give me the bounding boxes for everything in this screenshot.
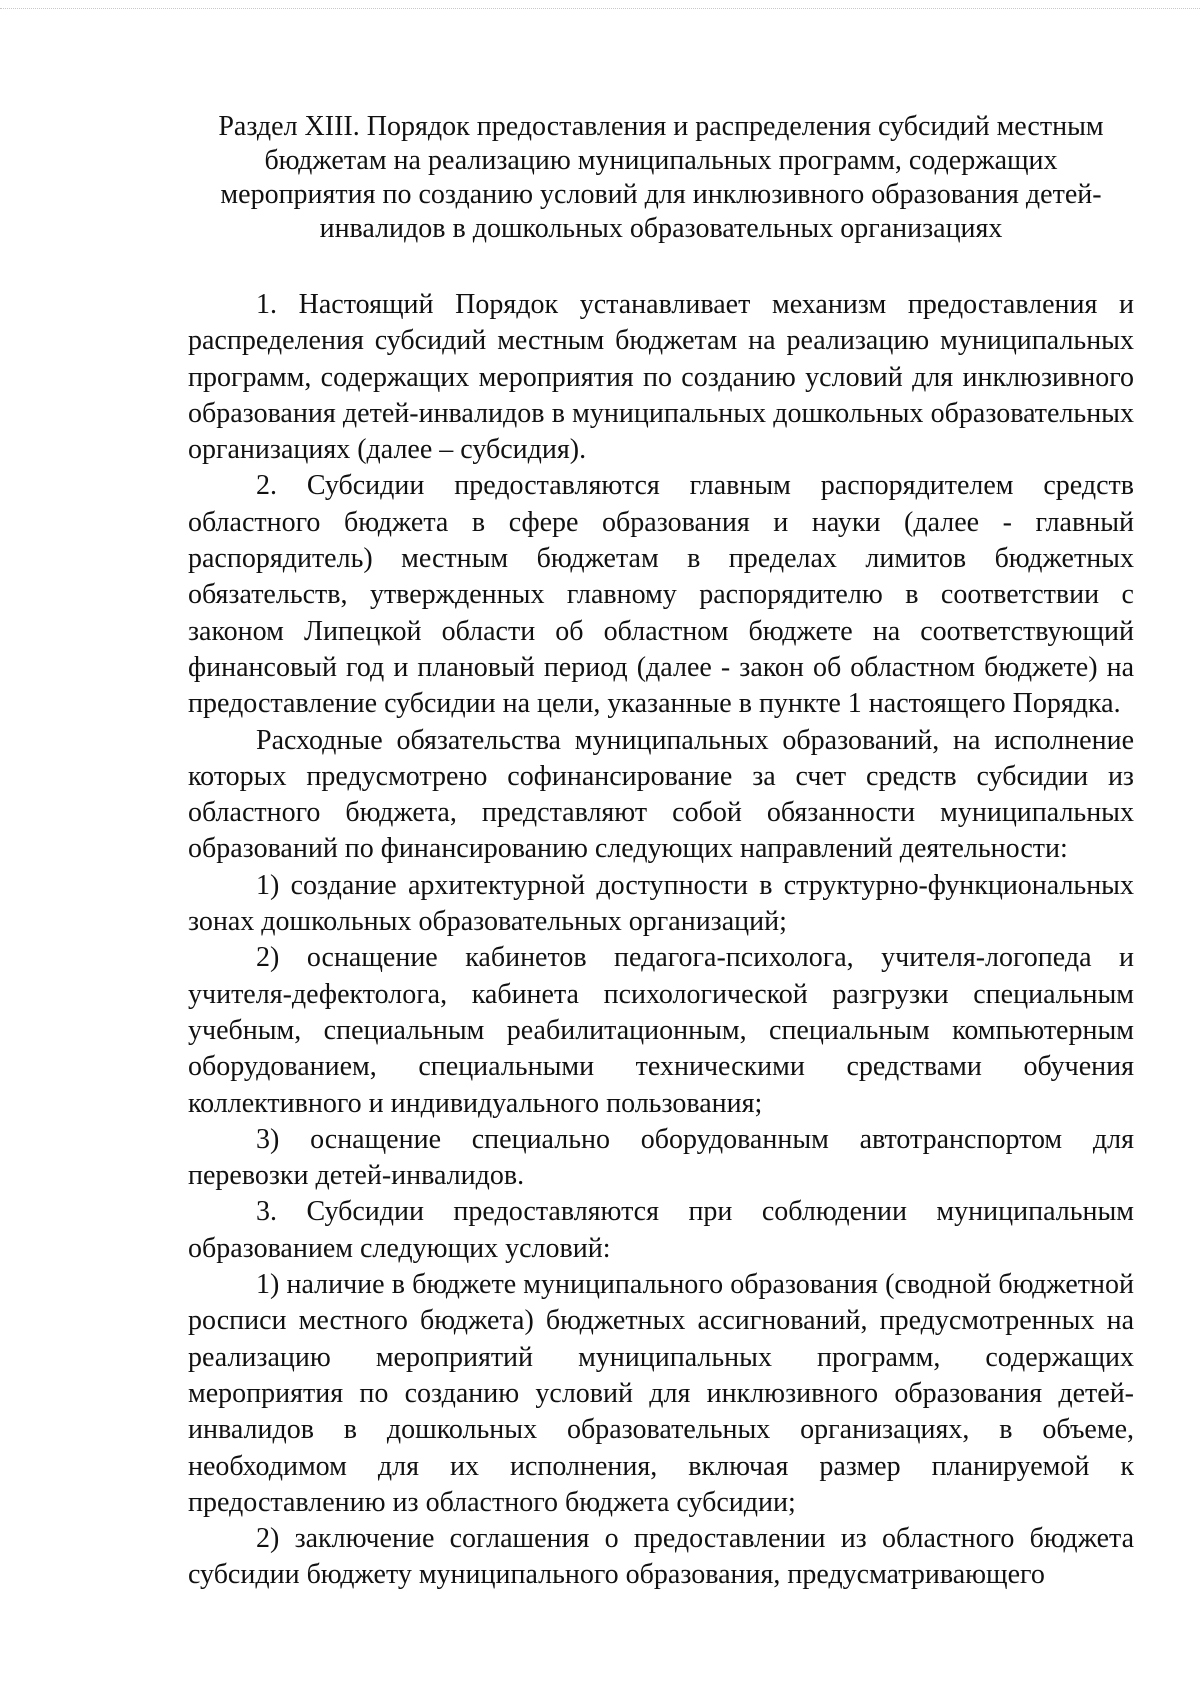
document-page — [188, 110, 1134, 1594]
paragraph-item-1: 1. Настоящий Порядок устанавливает механизм предоставления и распределения субсидий местным бюджетам на реализацию муниципальных программ, содержащих мероприятия по созданию условий для инклюзивного образования детей-инвалидов в муниципальных дошкольных образовательных организациях (далее – субсидия). — [188, 289, 1134, 466]
section-title-line: бюджетам на реализацию муниципальных программ, содержащих — [264, 145, 1058, 176]
section-title-line: мероприятия по созданию условий для инклюзивного образования детей- — [220, 179, 1102, 210]
paragraph-obligations: Расходные обязательства муниципальных образований, на исполнение которых предусмотрено софинансирование за счет средств субсидии из областного бюджета, представляют собой обязанности муниципальных образований по финансированию следующих направлений деятельности: — [188, 724, 1134, 865]
scan-edge-line — [0, 8, 1200, 9]
paragraph-condition-1: 1) наличие в бюджете муниципального образования (сводной бюджетной росписи местного бюджета) бюджетных ассигнований, предусмотренных на реализацию мероприятий муниципальных программ, содержащих мероприятия по созданию условий для инклюзивного образования детей-инвалидов в дошкольных образовательных организациях, в объеме, необходимом для их исполнения, включая размер планируемой к предоставлению из областного бюджета субсидии; — [188, 1269, 1134, 1518]
paragraph-item-3: 3. Субсидии предоставляются при соблюдении муниципальным образованием следующих условий: — [188, 1196, 1134, 1264]
section-title — [188, 110, 1134, 246]
section-title-line: Раздел XIII. Порядок предоставления и распределения субсидий местным — [218, 111, 1104, 142]
paragraph-subitem-3: 3) оснащение специально оборудованным автотранспортом для перевозки детей-инвалидов. — [188, 1123, 1134, 1192]
paragraph-condition-2: 2) заключение соглашения о предоставлении из областного бюджета субсидии бюджету муниципального образования, предусматривающего — [188, 1523, 1134, 1591]
section-title-line: инвалидов в дошкольных образовательных организациях — [319, 213, 1003, 244]
paragraph-subitem-1: 1) создание архитектурной доступности в структурно-функциональных зонах дошкольных образовательных организаций; — [188, 869, 1134, 938]
paragraph-subitem-2: 2) оснащение кабинетов педагога-психолога, учителя-логопеда и учителя-дефектолога, кабинета психологической разгрузки специальным учебным, специальным реабилитационным, специальным компьютерным оборудованием, специальными техническими средствами обучения коллективного и индивидуального пользования; — [188, 942, 1134, 1119]
paragraph-item-2: 2. Субсидии предоставляются главным распорядителем средств областного бюджета в сфере образования и науки (далее - главный распорядитель) местным бюджетам в пределах лимитов бюджетных обязательств, утвержденных главному распорядителю в соответствии с законом Липецкой области об областном бюджете на соответствующий финансовый год и плановый период (далее - закон об областном бюджете) на предоставление субсидии на цели, указанные в пункте 1 настоящего Порядка. — [188, 470, 1134, 720]
